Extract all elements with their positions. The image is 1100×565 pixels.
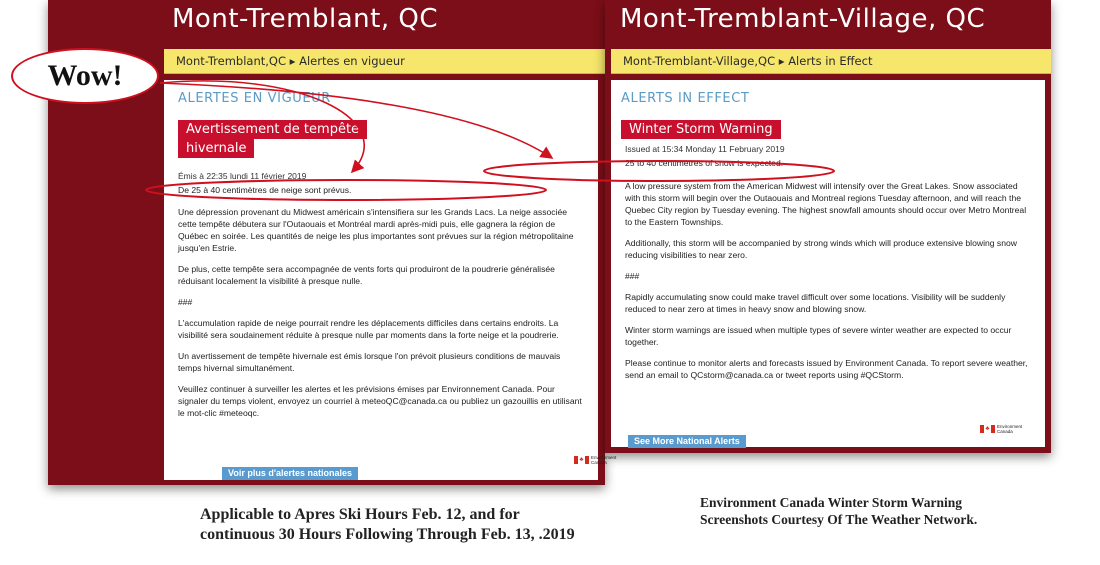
caption-left: Applicable to Apres Ski Hours Feb. 12, and for continuous 30 Hours Following Through Feb. 13, .2019	[200, 506, 575, 543]
alert-paragraph: Veuillez continuer à surveiller les alertes et les prévisions émises par Environnement Canada. Pour signaler du temps violent, envoyez un courriel à meteoQC@canada.ca ou publiez un gazouillis en utilisant le mot-clic #meteoqc.	[178, 384, 582, 418]
highlight-ellipse-french	[146, 180, 546, 200]
location-title: Mont-Tremblant, QC	[172, 4, 438, 34]
wow-callout: Wow!	[11, 48, 159, 104]
alert-paragraph: De plus, cette tempête sera accompagnée de vents forts qui produiront de la poudrerie généralisée réduisant localement la visibilité à presque nulle.	[178, 264, 555, 286]
issued-timestamp: Issued at 15:34 Monday 11 February 2019	[625, 144, 785, 154]
alert-paragraph: Rapidly accumulating snow could make travel difficult over some locations. Visibility will be suddenly reduced to near zero at times in heavy snow and blowing snow.	[625, 292, 1006, 314]
alert-paragraph: Please continue to monitor alerts and forecasts issued by Environment Canada. To report severe weather, send an email to QCstorm@canada.ca or tweet reports using #QCStorm.	[625, 358, 1028, 380]
alert-paragraph: A low pressure system from the American Midwest will intensify over the Great Lakes. Snow associated with this storm will begin over the Outaouais and Montreal regions Tuesday afternoon, and will reach the Quebec City region by Tuesday evening. The highest snowfall amounts should occur over Metro Montreal to the Eastern Townships.	[625, 181, 1027, 227]
alert-paragraph: Winter storm warnings are issued when multiple types of severe winter weather are expected to occur together.	[625, 325, 1012, 347]
breadcrumb-text[interactable]: Mont-Tremblant-Village,QC ▸ Alerts in Effect	[623, 54, 873, 68]
alert-paragraph: ###	[625, 271, 640, 281]
location-title: Mont-Tremblant-Village, QC	[620, 4, 986, 34]
arrow-to-english	[160, 83, 552, 158]
alert-paragraph: Un avertissement de tempête hivernale est émis lorsque l'on prévoit plusieurs conditions de mauvais temps hivernal simultanément.	[178, 351, 561, 373]
highlight-ellipse-english	[484, 161, 834, 181]
warning-title-line1: Avertissement de tempête	[178, 120, 367, 139]
section-heading: ALERTES EN VIGUEUR	[178, 91, 331, 106]
environment-canada-logo: ♣ Environment Canada	[980, 424, 1022, 434]
environment-canada-logo: ♣ Environment Canada	[574, 455, 616, 465]
snow-amount-highlight: 25 to 40 centimetres of snow is expected.	[625, 158, 784, 168]
warning-title-text: Winter Storm Warning	[621, 120, 781, 139]
more-national-alerts-button[interactable]: See More National Alerts	[628, 435, 746, 448]
canada-flag-icon: ♣	[574, 456, 589, 464]
alert-paragraph: Une dépression provenant du Midwest américain s'intensifiera sur les Grands Lacs. La neige associée cette tempête débutera sur l'Outaouais et Montréal mardi après-midi puis, elle gagnera la région de Québec en soirée. Les quantités de neige les plus importantes sont prévues sur la région métropolitaine jusqu'en Estrie.	[178, 207, 574, 253]
snow-amount-highlight: De 25 à 40 centimètres de neige sont prévus.	[178, 185, 352, 195]
alert-paragraph: ###	[178, 297, 193, 307]
section-heading: ALERTS IN EFFECT	[621, 91, 750, 106]
more-national-alerts-button[interactable]: Voir plus d'alertes nationales	[222, 467, 358, 480]
alert-paragraph: Additionally, this storm will be accompanied by strong winds which will produce extensive blowing snow reducing visibilities to near zero.	[625, 238, 1017, 260]
arrow-to-french	[160, 81, 364, 172]
caption-right: Environment Canada Winter Storm Warning Screenshots Courtesy Of The Weather Network.	[700, 495, 978, 527]
warning-title-line2: hivernale	[178, 139, 254, 158]
breadcrumb-text[interactable]: Mont-Tremblant,QC ▸ Alertes en vigueur	[176, 54, 405, 68]
alert-paragraph: L'accumulation rapide de neige pourrait rendre les déplacements difficiles dans certains endroits. La visibilité sera soudainement réduite à presque nulle par moments dans la forte neige et la poudrerie.	[178, 318, 559, 340]
canada-flag-icon: ♣	[980, 425, 995, 433]
issued-timestamp: Émis à 22:35 lundi 11 février 2019	[178, 171, 307, 181]
